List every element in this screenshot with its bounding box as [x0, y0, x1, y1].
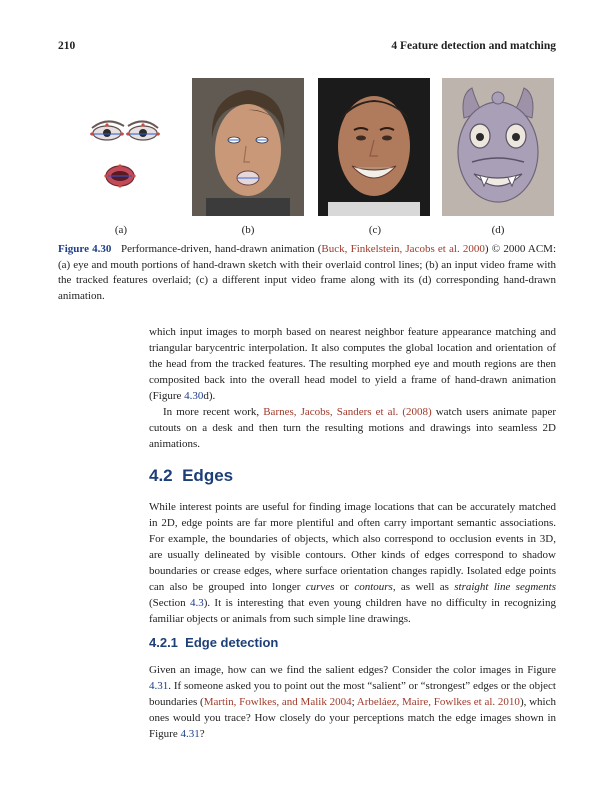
- section-title: Edges: [182, 466, 234, 485]
- paragraph-text: Given an image, how can we find the salient edges? Consider the color images in Figure: [149, 664, 556, 676]
- figure-panel-b-tracked-face: [192, 78, 304, 216]
- paragraph: [149, 662, 556, 742]
- paragraph-text: ). It is interesting that even young children have no difficulty in recognizing familiar objects or animals from such simple line drawings.: [149, 597, 556, 625]
- chapter-title: 4 Feature detection and matching: [391, 40, 556, 52]
- caption-text: Performance-driven, hand-drawn animation (: [120, 243, 322, 255]
- paragraph-text: In more recent work,: [163, 406, 264, 418]
- citation-link[interactable]: Martin, Fowlkes, and Malik 2004: [203, 696, 352, 708]
- paragraph-text: While interest points are useful for finding image locations that can be accurately matched in 2D, edge points are far more plentiful and often carry important semantic associations. For example, the boundaries of objects, which also correspond to occlusion events in 3D, are usually delineated by visible contours. Other kinds of edges correspond to shadow boundaries or crease edges, where surface orientation changes rapidly. Isolated edge points can also be grouped into longer: [149, 501, 556, 593]
- figure-panel-d-hand-drawn-animation: [442, 78, 554, 216]
- figure-panel-a-sketch: [62, 78, 180, 216]
- emphasis: contours: [354, 581, 393, 593]
- paragraph-text: or: [334, 581, 355, 593]
- figure-ref-link[interactable]: 4.31: [149, 680, 169, 692]
- paragraph-text: (Section: [149, 597, 190, 609]
- emphasis: curves: [305, 581, 335, 593]
- paragraph-text: . If someone asked you to point out the most “salient” or “strongest” edges or the object boundaries (: [149, 680, 556, 708]
- panel-label-c: (c): [368, 224, 382, 236]
- caption-citation-link[interactable]: Buck, Finkelstein, Jacobs et al. 2000: [321, 243, 485, 255]
- panel-label-b: (b): [241, 224, 255, 236]
- subsection-number: 4.2.1: [149, 635, 178, 650]
- panel-label-a: (a): [114, 224, 128, 236]
- citation-link[interactable]: Arbeláez, Maire, Fowlkes et al. 2010: [356, 696, 520, 708]
- subsection-heading: [149, 635, 278, 650]
- figure-caption: [58, 242, 556, 304]
- paragraph-text: d).: [203, 390, 216, 402]
- figure-ref-link[interactable]: 4.31: [180, 728, 200, 740]
- figure-panel-c-smiling-face: [318, 78, 430, 216]
- figure-ref-link[interactable]: 4.30: [184, 390, 204, 402]
- section-ref-link[interactable]: 4.3: [189, 597, 204, 609]
- paragraph: [149, 404, 556, 452]
- paragraph-text: watch users animate paper cutouts on a desk and then turn the resulting motions and drawings into seamless 2D animations.: [149, 406, 556, 450]
- paragraph-text: which input images to morph based on nearest neighbor feature appearance matching and triangular barycentric interpolation. It also computes the global location and orientation of the head from the tracked features. The resulting morphed eye and mouth regions are then composited back into the overall head model to yield a frame of hand-drawn animation (Figure: [149, 326, 556, 402]
- section-body-text: [149, 499, 556, 627]
- subsection-title: Edge detection: [185, 635, 279, 650]
- paragraph-text: , as well as: [392, 581, 455, 593]
- section-heading: [149, 466, 233, 486]
- running-header: [58, 40, 556, 56]
- emphasis: straight line segments: [454, 581, 556, 593]
- page-number: 210: [58, 40, 76, 52]
- section-number: 4.2: [149, 466, 173, 485]
- body-text-intro: [149, 324, 556, 452]
- panel-label-d: (d): [491, 224, 505, 236]
- paragraph-text: ), which ones would you trace? How closely do your perceptions match the edge images shown in Figure: [149, 696, 556, 740]
- paragraph: [149, 324, 556, 404]
- citation-link[interactable]: Barnes, Jacobs, Sanders et al. (2008): [263, 406, 432, 418]
- figure-label: Figure 4.30: [58, 243, 112, 255]
- paragraph-text: ?: [199, 728, 205, 740]
- caption-text: ) © 2000 ACM: (a) eye and mouth portions of hand-drawn sketch with their overlaid control lines; (b) an input video frame with the tracked features overlaid; (c) a different input video frame along with its (d) corresponding hand-drawn animation.: [58, 243, 557, 302]
- paragraph: [149, 499, 556, 627]
- subsection-body-text: [149, 662, 556, 742]
- paragraph-text: ;: [351, 696, 357, 708]
